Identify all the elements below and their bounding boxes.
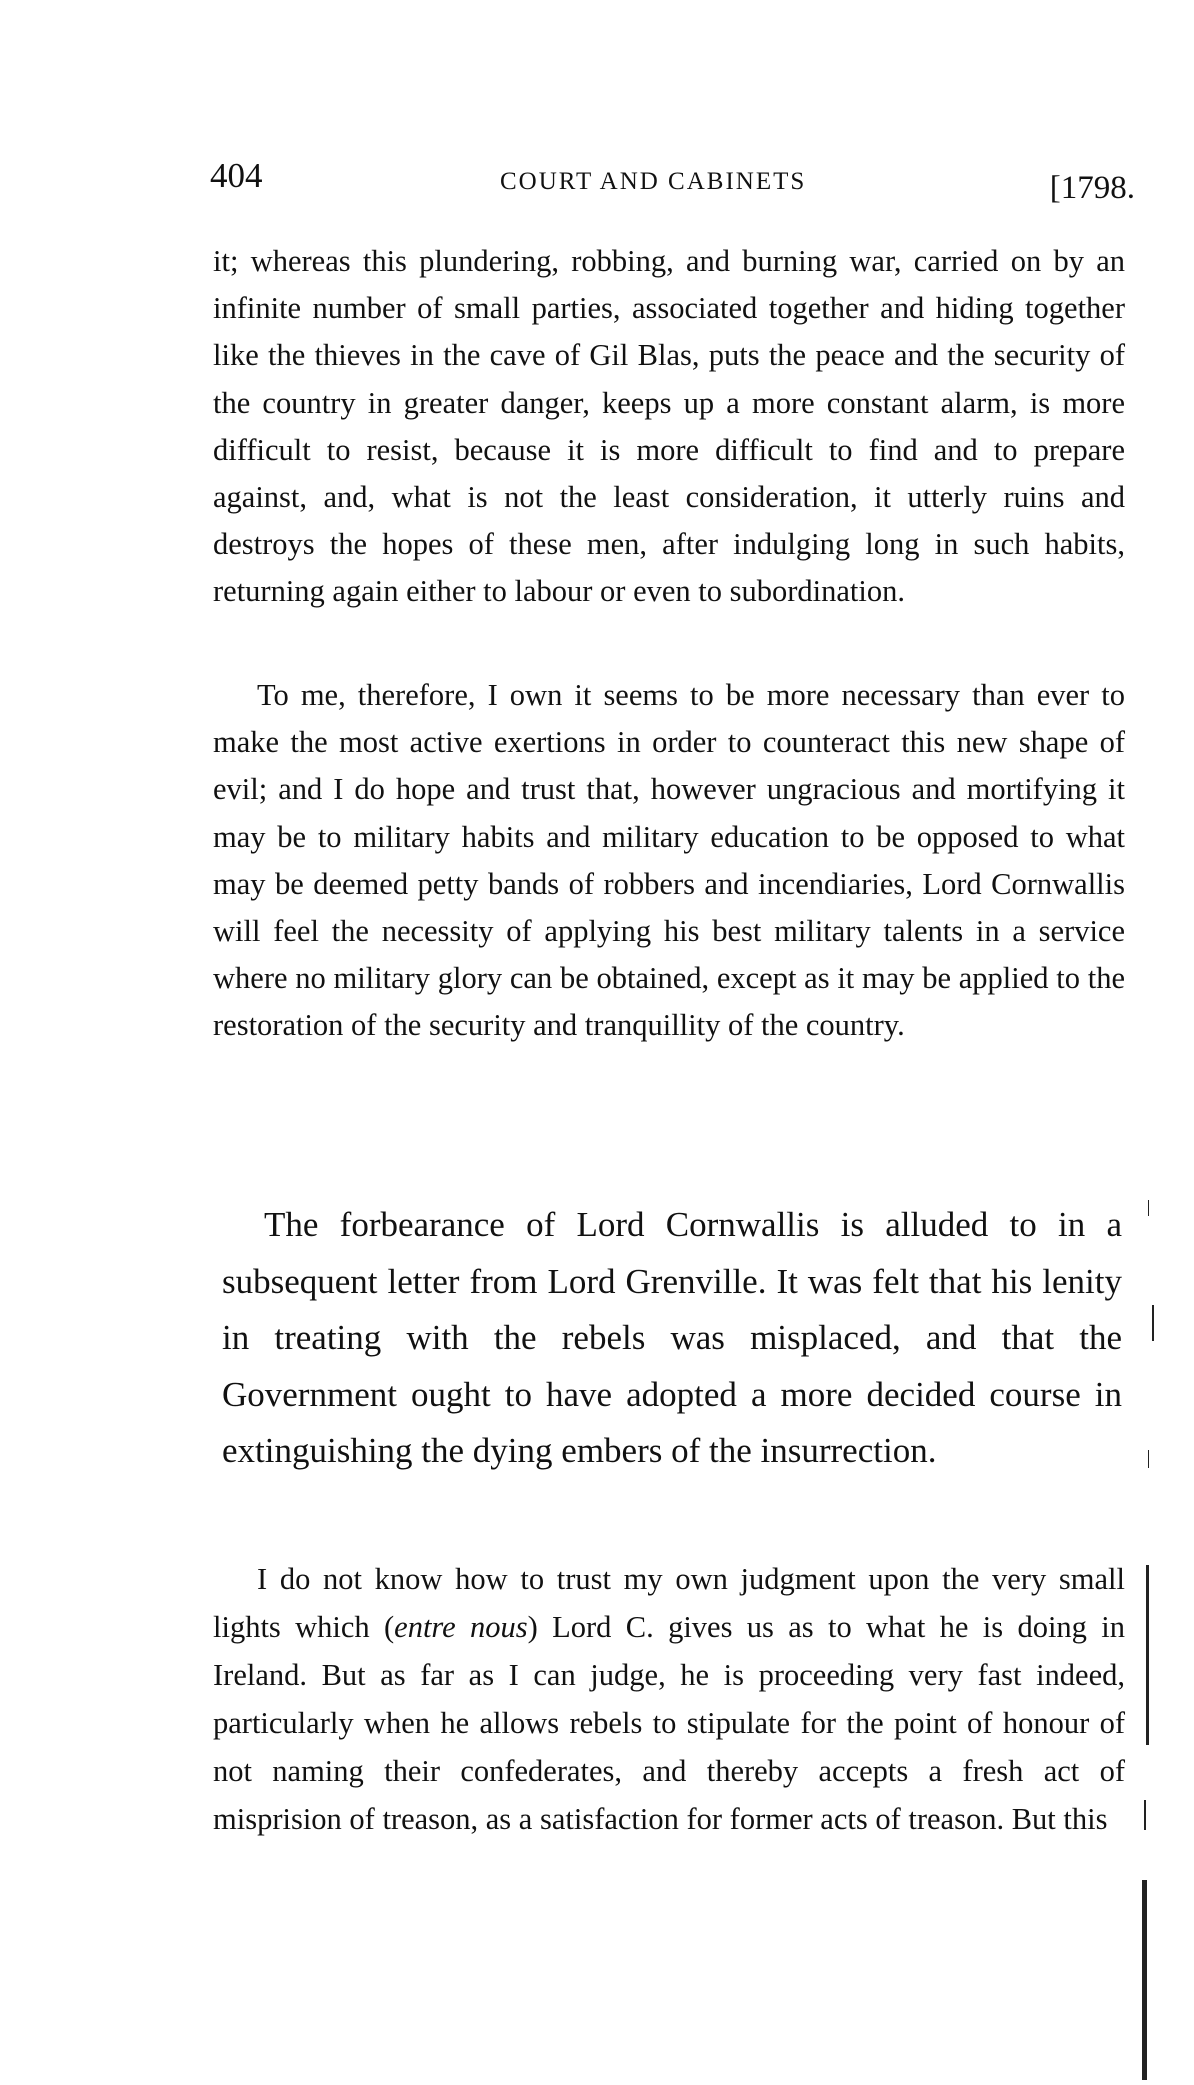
margin-mark — [1152, 1305, 1154, 1341]
page-header — [210, 156, 1135, 216]
letter-quote-paragraph-1: it; whereas this plundering, robbing, and burning war, carried on by an infinite number of small parties, associated together and hiding together like the thieves in the cave of Gil Blas, puts the peace and the security of the country in greater danger, keeps up a more constant alarm, is more difficult to resist, because it is more difficult to find and to prepare against, and, what is not the least consideration, it utterly ruins and destroys the hopes of these men, after indulging long in such habits, returning again either to labour or even to subordination. — [213, 244, 1125, 609]
margin-mark — [1142, 1880, 1147, 2080]
page-number: 404 — [210, 156, 263, 195]
margin-mark — [1144, 1800, 1146, 1830]
italic-phrase: entre nous — [394, 1610, 528, 1644]
letter-quote-paragraph-2: To me, therefore, I own it seems to be more necessary than ever to make the most active exertions in order to counteract this new shape of evil; and I do hope and trust that, however ungracious and mortifying it may be to military habits and military education to be opposed to what may be deemed petty bands of robbers and incendiaries, Lord Cornwallis will feel the necessity of applying his best military talents in a service where no military glory can be obtained, except as it may be applied to the restoration of the security and tranquillity of the country. — [213, 678, 1125, 1043]
scan-margin-artifacts — [1134, 1180, 1194, 2080]
letter-text-start: I do not know how to trust my own judgment upon the very small lights which ( — [213, 1562, 1125, 1644]
letter-text-end: ) Lord C. gives us as to what he is doing in Ireland. But as far as I can judge, he is proceeding very fast indeed, particularly when he allows rebels to stipulate for the point of honour of not naming their confederates, and thereby accepts a fresh act of misprision of treason, as a satisfaction for former acts of treason. But this — [213, 1610, 1125, 1836]
margin-mark — [1148, 1450, 1149, 1468]
margin-mark — [1148, 1200, 1149, 1216]
grenville-letter-paragraph — [213, 1555, 1125, 1843]
editorial-commentary: The forbearance of Lord Cornwallis is alluded to in a subsequent letter from Lord Grenville. It was felt that his lenity in treating with the rebels was misplaced, and that the Government ought to have adopted a more decided course in extinguishing the dying embers of the insurrection. — [222, 1205, 1122, 1470]
year-marker: [1798. — [1049, 170, 1135, 206]
running-title: COURT AND CABINETS — [500, 168, 807, 195]
margin-mark — [1146, 1565, 1149, 1745]
